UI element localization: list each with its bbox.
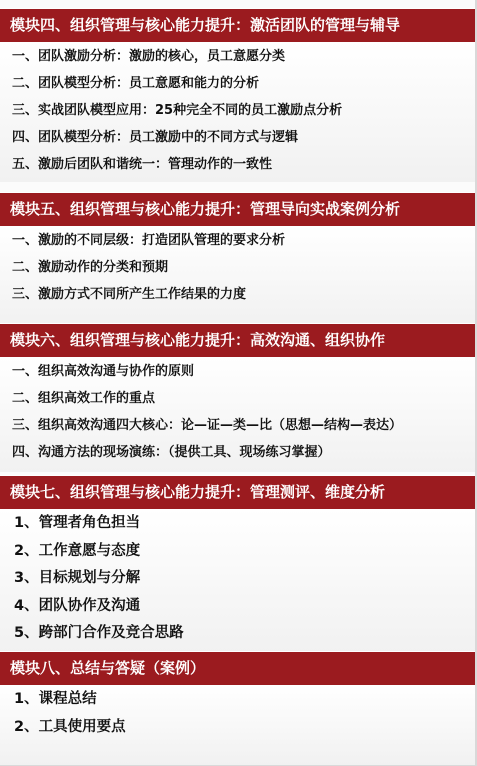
module-7 bbox=[0, 475, 475, 653]
list-item: 四、沟通方法的现场演练：（提供工具、现场练习掌握） bbox=[12, 445, 331, 460]
list-item: 三、实战团队模型应用：25种完全不同的员工激励点分析 bbox=[12, 103, 343, 118]
list-item: 三、组织高效沟通四大核心：论—证—类—比（思想—结构—表达） bbox=[12, 418, 403, 433]
list-item: 1、管理者角色担当 bbox=[14, 515, 141, 531]
module-items bbox=[0, 226, 475, 326]
module-title: 模块四、组织管理与核心能力提升：激活团队的管理与辅导 bbox=[0, 9, 475, 42]
list-item: 二、组织高效工作的重点 bbox=[12, 391, 156, 406]
list-item: 4、团队协作及沟通 bbox=[14, 597, 141, 614]
list-item: 5、跨部门合作及竞合思路 bbox=[14, 625, 184, 641]
list-item: 一、组织高效沟通与协作的原则 bbox=[12, 364, 195, 379]
module-title: 模块七、组织管理与核心能力提升：管理测评、维度分析 bbox=[0, 476, 475, 509]
module-items bbox=[0, 509, 475, 653]
module-title: 模块五、组织管理与核心能力提升：管理导向实战案例分析 bbox=[0, 193, 475, 226]
list-item: 2、工作意愿与态度 bbox=[14, 542, 141, 559]
module-title: 模块八、总结与答疑（案例） bbox=[0, 652, 475, 685]
module-6 bbox=[0, 323, 475, 472]
list-item: 二、激励动作的分类和预期 bbox=[12, 260, 169, 275]
list-item: 1、课程总结 bbox=[14, 691, 97, 707]
list-item: 2、工具使用要点 bbox=[14, 718, 126, 735]
list-item: 四、团队模型分析：员工激励中的不同方式与逻辑 bbox=[12, 130, 299, 145]
module-8 bbox=[0, 651, 475, 765]
list-item: 一、团队激励分析：激励的核心，员工意愿分类 bbox=[12, 49, 286, 64]
list-item: 3、目标规划与分解 bbox=[14, 570, 141, 586]
list-item: 二、团队模型分析：员工意愿和能力的分析 bbox=[12, 76, 260, 91]
module-title: 模块六、组织管理与核心能力提升：高效沟通、组织协作 bbox=[0, 324, 475, 357]
module-items bbox=[0, 357, 475, 472]
module-4 bbox=[0, 8, 475, 182]
list-item: 五、激励后团队和谐统一：管理动作的一致性 bbox=[12, 157, 273, 172]
list-item: 一、激励的不同层级：打造团队管理的要求分析 bbox=[12, 233, 286, 248]
module-items bbox=[0, 42, 475, 182]
module-items bbox=[0, 685, 475, 765]
list-item: 三、激励方式不同所产生工作结果的力度 bbox=[12, 287, 247, 302]
module-5 bbox=[0, 192, 475, 326]
